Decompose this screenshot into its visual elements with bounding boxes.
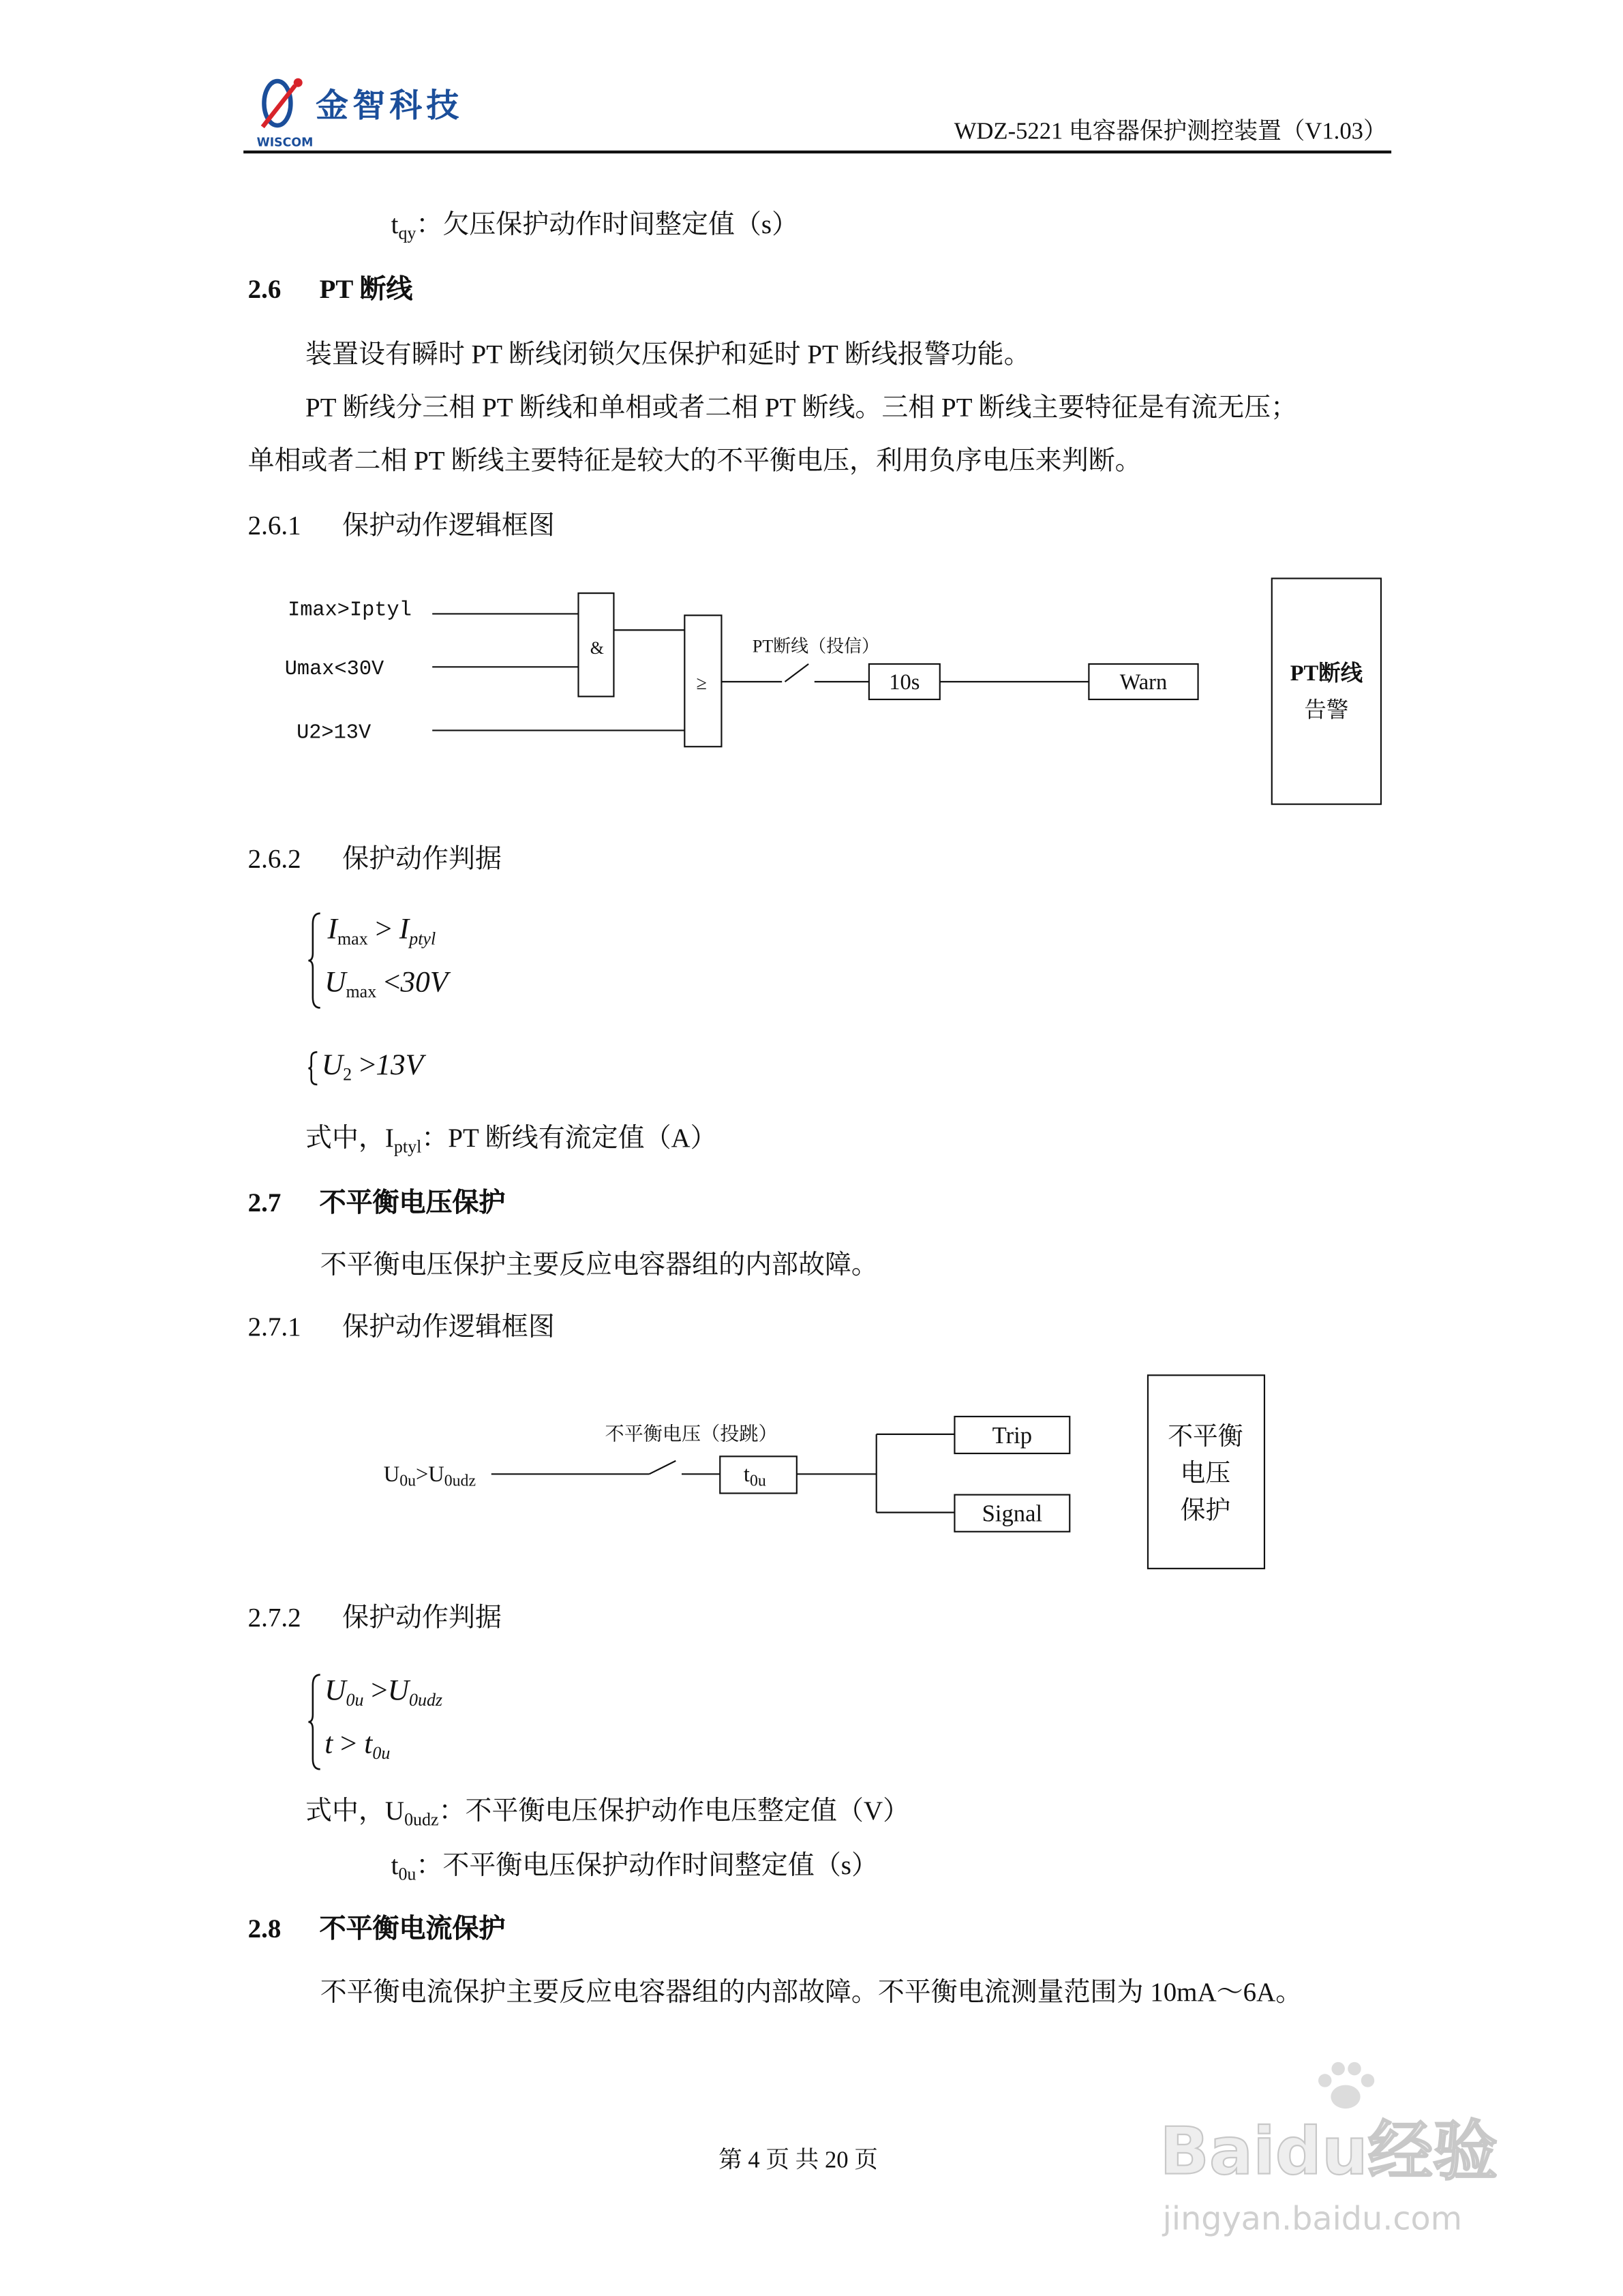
trip-label: Trip (992, 1422, 1033, 1449)
section-2-8-heading: 2.8 不平衡电流保护 (247, 1914, 506, 1944)
paragraph: PT 断线分三相 PT 断线和单相或者二相 PT 断线。三相 PT 断线主要特征是有流无压； (305, 392, 1298, 423)
where-iptyl: 式中，$I_{ptyl}$：PT 断线有流定值（A） (305, 1123, 717, 1157)
logo: 金智科技 WISCOM (254, 74, 489, 153)
delay-label: $t_{0u}$ (743, 1462, 766, 1490)
section-2-7-heading: 2.7 不平衡电压保护 (247, 1188, 506, 1218)
formula-pt-break: $I_{max} > I_{ptyl}$ $U_{max} <30V$ (307, 909, 513, 1012)
section-2-7-2-heading: 2.7.2 保护动作判据 (247, 1602, 502, 1632)
warn-label: Warn (1119, 669, 1168, 695)
header-rule (243, 151, 1391, 153)
wiscom-logo-icon (254, 74, 313, 133)
and-label: & (590, 637, 605, 658)
section-2-6-2-heading: 2.6.2 保护动作判据 (247, 844, 502, 874)
where-t0u: $t_{0u}$：不平衡电压保护动作时间整定值（s） (391, 1850, 878, 1885)
switch-contact (785, 664, 809, 682)
or-label: ≥ (696, 672, 708, 694)
result-label: 不平衡 (1168, 1422, 1243, 1451)
page-footer: 第 4 页 共 20 页 (718, 2148, 878, 2174)
input-label: Umax<30V (284, 658, 384, 682)
section-2-7-1-heading: 2.7.1 保护动作逻辑框图 (247, 1312, 555, 1342)
header-title: WDZ-5221 电容器保护测控装置（V1.03） (954, 119, 1387, 145)
formula-u2: $U_2 >13V$ (307, 1048, 484, 1089)
paragraph: 装置设有瞬时 PT 断线闭锁欠压保护和延时 PT 断线报警功能。 (305, 339, 1031, 369)
input-label: U2>13V (297, 721, 371, 745)
result-label: 保护 (1180, 1496, 1231, 1524)
result-label: PT断线 (1290, 661, 1363, 686)
left-brace-icon (307, 1674, 322, 1771)
signal-label: Signal (982, 1500, 1043, 1527)
section-2-6-heading: 2.6 PT 断线 (247, 274, 413, 304)
result-box (1272, 578, 1381, 804)
input-label: Imax>Iptyl (288, 599, 412, 622)
baidu-watermark: Baidu经验 jingyan.baidu.com (1159, 2060, 1543, 2258)
delay-label: 10s (889, 669, 920, 695)
paragraph: 不平衡电流保护主要反应电容器组的内部故障。不平衡电流测量范围为 10mA～6A。 (320, 1977, 1303, 2007)
left-brace-icon (307, 912, 322, 1010)
switch-label: 不平衡电压（投跳） (605, 1423, 778, 1445)
switch-contact (649, 1461, 676, 1474)
pt-break-logic-diagram (0, 561, 1623, 827)
paragraph: 不平衡电压保护主要反应电容器组的内部故障。 (320, 1250, 878, 1280)
where-u0udz: 式中，$U_{0udz}$：不平衡电压保护动作电压整定值（V） (305, 1796, 910, 1830)
section-2-6-1-heading: 2.6.1 保护动作逻辑框图 (247, 510, 555, 541)
formula-unbalanced-voltage: $U_{0u} >U_{0udz}$ $t > t_{0u}$ (307, 1670, 513, 1774)
paw-icon (1313, 2060, 1378, 2113)
paragraph: 单相或者二相 PT 断线主要特征是较大的不平衡电压，利用负序电压来判断。 (247, 445, 1142, 475)
result-label: 告警 (1304, 697, 1349, 723)
result-label: 电压 (1180, 1459, 1231, 1487)
left-brace-icon (307, 1051, 318, 1086)
switch-label: PT断线（投信） (752, 636, 880, 656)
tqy-definition: $t_{qy}$：欠压保护动作时间整定值（s） (391, 209, 799, 244)
unbalanced-voltage-logic-diagram (0, 1365, 1623, 1579)
input-label: $U_{0u}>U_{0udz}$ (383, 1462, 476, 1490)
